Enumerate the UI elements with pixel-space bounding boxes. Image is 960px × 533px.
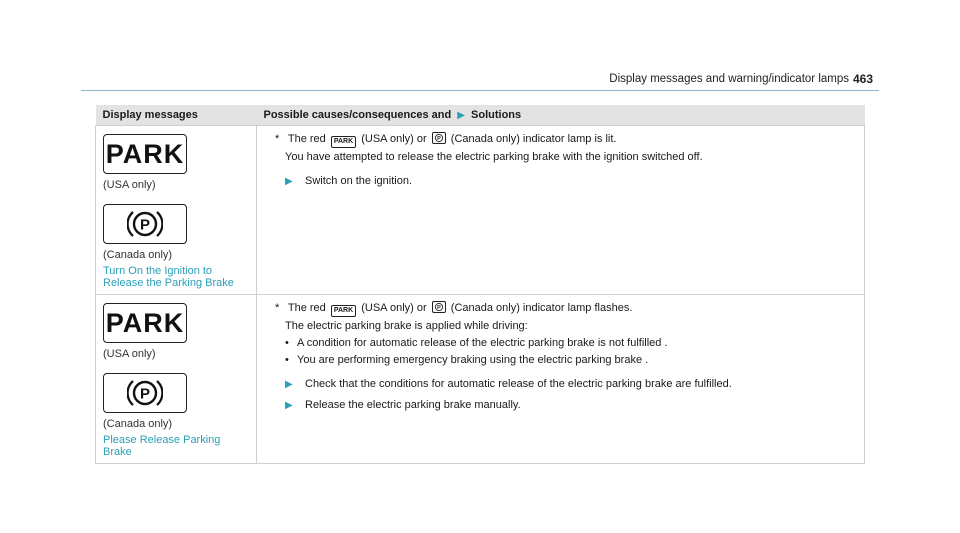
park-indicator-icon: PARK (331, 136, 356, 148)
display-messages-table (95, 105, 865, 464)
list-item (275, 352, 857, 369)
action-arrow-icon: ▶ (285, 176, 293, 187)
park-lamp-text: PARK (105, 307, 185, 338)
table-header-row (96, 105, 865, 126)
cause-explanation: The electric parking brake is applied while driving: (285, 320, 528, 332)
bullet-dot-icon: • (285, 337, 289, 349)
parking-brake-p-icon (103, 373, 187, 413)
svg-text:P: P (436, 136, 441, 142)
table-row (96, 295, 865, 464)
svg-text:P: P (436, 305, 441, 311)
bullet-dot-icon: • (285, 354, 289, 366)
cause-star: * (275, 302, 280, 314)
park-lamp-text: PARK (105, 138, 185, 169)
svg-text:P: P (139, 385, 151, 403)
park-lamp-icon (103, 303, 187, 343)
canada-only-label: (Canada only) (103, 418, 173, 430)
solution-arrow-icon: ▶ (457, 110, 465, 121)
page-header-title: Display messages and warning/indicator lamps (609, 73, 849, 85)
column-header-causes-label: Possible causes/consequences and (263, 109, 452, 121)
column-header-display-messages: Display messages (96, 105, 257, 126)
parking-brake-p-icon (103, 204, 187, 244)
park-indicator-icon: PARK (331, 305, 356, 317)
column-header-causes (257, 105, 865, 126)
cause-text-a: The red (287, 133, 326, 145)
page-number: 463 (852, 72, 873, 86)
park-lamp-icon (103, 134, 187, 174)
svg-text:P: P (139, 216, 151, 234)
solution-action-text: Check that the conditions for automatic release of the electric parking brake are fulfilled. (305, 378, 732, 390)
cause-text-c: (Canada only) indicator lamp is lit. (450, 133, 617, 145)
causes-solutions-cell (257, 126, 865, 295)
solution-action (275, 396, 857, 415)
action-arrow-icon: ▶ (285, 379, 293, 390)
action-arrow-icon: ▶ (285, 400, 293, 411)
usa-only-label: (USA only) (103, 179, 156, 191)
cause-text-a: The red (287, 302, 326, 314)
header-divider (81, 90, 879, 91)
solution-action-text: Switch on the ignition. (305, 175, 413, 187)
cause-line (275, 300, 857, 317)
parking-brake-indicator-icon (432, 132, 446, 144)
display-message-cell (96, 295, 257, 464)
cause-star: * (275, 133, 280, 145)
cause-text-b: (USA only) or (361, 133, 427, 145)
display-message-text: Turn On the Ignition to Release the Parking Brake (103, 265, 234, 289)
column-header-solutions-label: Solutions (471, 109, 522, 121)
display-message-text: Please Release Parking Brake (103, 434, 221, 458)
list-item (275, 335, 857, 352)
bullet-text: A condition for automatic release of the electric parking brake is not fulfilled . (297, 337, 668, 349)
cause-line (275, 131, 857, 148)
canada-only-label: (Canada only) (103, 249, 173, 261)
table-row (96, 126, 865, 295)
solution-action (275, 172, 857, 191)
solution-action (275, 375, 857, 394)
solution-action-text: Release the electric parking brake manually. (305, 399, 521, 411)
bullet-text: You are performing emergency braking using the electric parking brake . (297, 354, 649, 366)
parking-brake-indicator-icon (432, 301, 446, 313)
cause-text-b: (USA only) or (361, 302, 427, 314)
cause-text-c: (Canada only) indicator lamp flashes. (450, 302, 633, 314)
causes-solutions-cell (257, 295, 865, 464)
cause-explanation: You have attempted to release the electric parking brake with the ignition switched off. (285, 151, 703, 163)
display-message-cell (96, 126, 257, 295)
usa-only-label: (USA only) (103, 348, 156, 360)
